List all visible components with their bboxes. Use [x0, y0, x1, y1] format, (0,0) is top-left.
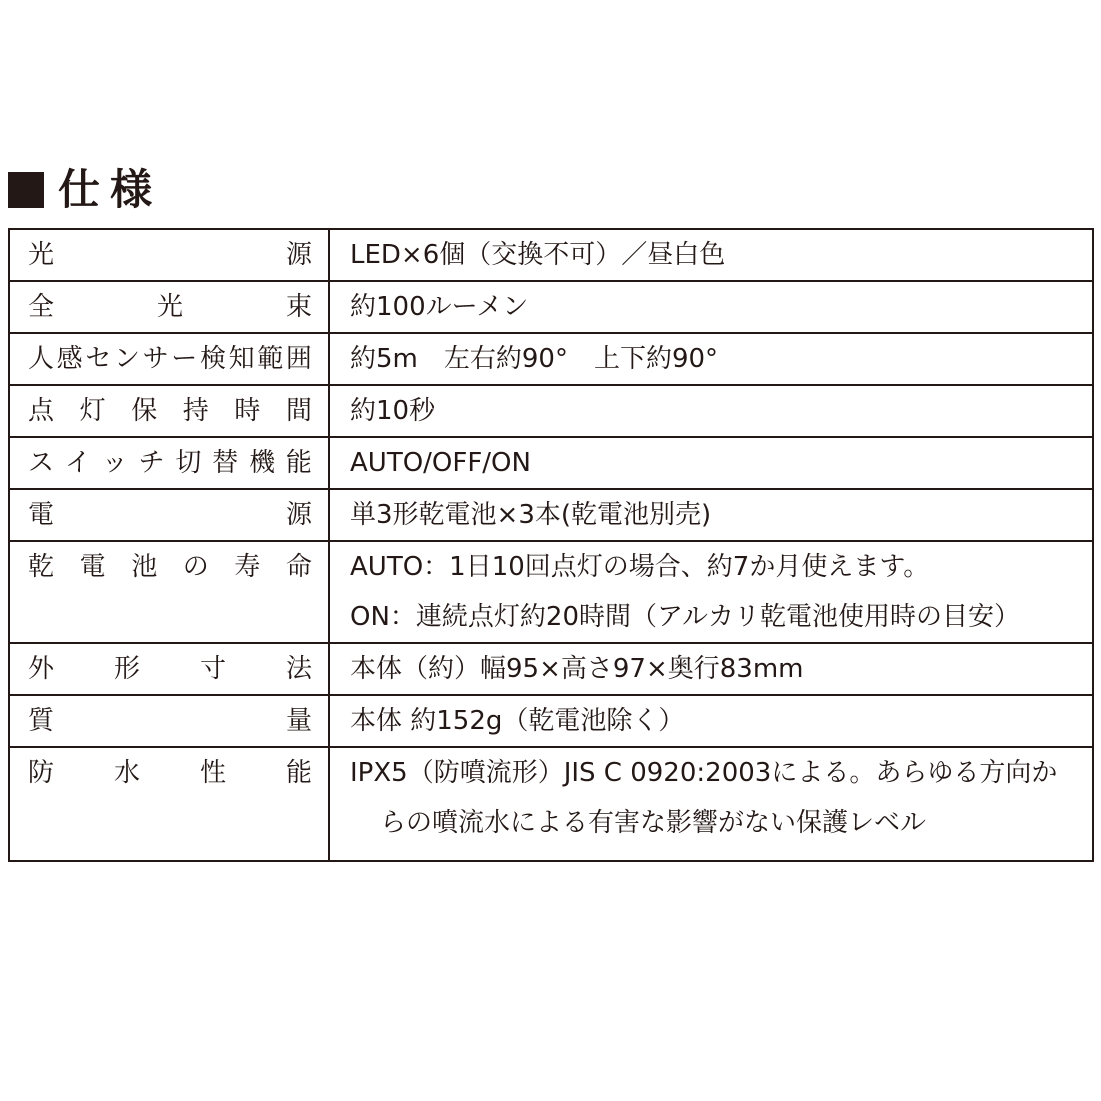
spec-value-line: 約5m 左右約90° 上下約90°: [350, 344, 719, 374]
spec-label-cell: [9, 437, 329, 489]
spec-label-char: 灯: [79, 396, 106, 426]
spec-row: [9, 489, 1093, 541]
spec-label-char: 感: [56, 344, 83, 374]
spec-label-char: 光: [28, 240, 55, 270]
spec-label-char: 法: [285, 654, 312, 684]
spec-label-char: 知: [228, 344, 255, 374]
spec-label-char: 形: [113, 654, 140, 684]
spec-label-char: 源: [285, 240, 312, 270]
spec-label-char: 替: [212, 448, 239, 478]
spec-label-char: 能: [285, 758, 312, 788]
spec-label-char: 命: [285, 552, 312, 582]
spec-label-char: 防: [28, 758, 55, 788]
spec-value-cell: [329, 385, 1093, 437]
spec-label-char: 量: [285, 706, 312, 736]
spec-value-cell: [329, 643, 1093, 695]
spec-row: [9, 541, 1093, 643]
spec-label-char: 電: [79, 552, 106, 582]
spec-value-cell: [329, 747, 1093, 861]
spec-value-cell: [329, 281, 1093, 333]
spec-label-char: 範: [257, 344, 284, 374]
section-heading: [8, 160, 162, 220]
spec-label-cell: [9, 333, 329, 385]
spec-value-line: 本体 約152g（乾電池除く）: [350, 706, 685, 736]
spec-label-cell: [9, 643, 329, 695]
spec-value-line: AUTO：1日10回点灯の場合、約7か月使えます。: [350, 552, 930, 582]
spec-label-char: 電: [28, 500, 55, 530]
spec-value-cell: [329, 437, 1093, 489]
spec-label: [10, 282, 328, 330]
spec-label-char: 外: [28, 654, 55, 684]
spec-label-char: 寿: [234, 552, 261, 582]
spec-row: [9, 281, 1093, 333]
spec-label-char: 持: [182, 396, 209, 426]
spec-value-line: 本体（約）幅95×高さ97×奥行83mm: [350, 654, 804, 684]
spec-value-line: LED×6個（交換不可）／昼白色: [350, 240, 726, 270]
spec-label-char: 乾: [28, 552, 55, 582]
spec-label-char: ン: [113, 344, 140, 374]
spec-label-char: 切: [175, 448, 202, 478]
spec-label-char: セ: [85, 344, 112, 374]
spec-label-char: 間: [285, 396, 312, 426]
spec-value-cell: [329, 541, 1093, 643]
spec-label-cell: [9, 541, 329, 643]
spec-label-cell: [9, 229, 329, 281]
spec-label: [10, 696, 328, 744]
spec-label-cell: [9, 747, 329, 861]
spec-label-char: 源: [285, 500, 312, 530]
spec-label-char: 能: [285, 448, 312, 478]
spec-label-cell: [9, 281, 329, 333]
spec-value-line: ON：連続点灯約20時間（アルカリ乾電池使用時の目安）: [350, 602, 1020, 632]
spec-value-cell: [329, 489, 1093, 541]
spec-label-char: 質: [28, 706, 55, 736]
spec-label-char: 検: [199, 344, 226, 374]
spec-label-char: 光: [156, 292, 183, 322]
spec-label-char: ス: [28, 448, 55, 478]
spec-label-cell: [9, 385, 329, 437]
spec-label-char: 機: [249, 448, 276, 478]
spec-label-char: 寸: [199, 654, 226, 684]
spec-label-char: ー: [171, 344, 198, 374]
spec-label: [10, 386, 328, 434]
spec-value-line: IPX5（防噴流形）JIS C 0920:2003による。あらゆる方向か: [350, 758, 1058, 788]
spec-table: [8, 228, 1094, 862]
spec-row: [9, 643, 1093, 695]
spec-value-line: 約100ルーメン: [350, 292, 529, 322]
spec-label: [10, 542, 328, 590]
spec-label-char: ッ: [101, 448, 128, 478]
spec-value-line: 単3形乾電池×3本(乾電池別売): [350, 500, 712, 530]
spec-label-cell: [9, 489, 329, 541]
spec-label-char: 性: [199, 758, 226, 788]
spec-label-char: 水: [113, 758, 140, 788]
spec-label-char: 全: [28, 292, 55, 322]
spec-label-char: 池: [131, 552, 158, 582]
spec-label-char: の: [182, 552, 209, 582]
spec-label-char: 保: [131, 396, 158, 426]
spec-value-cell: [329, 229, 1093, 281]
spec-label-char: 囲: [285, 344, 312, 374]
spec-label-char: 人: [28, 344, 55, 374]
spec-label-char: イ: [64, 448, 91, 478]
section-title: 仕様: [58, 165, 163, 214]
spec-label: [10, 748, 328, 796]
spec-row: [9, 437, 1093, 489]
spec-value-cell: [329, 695, 1093, 747]
spec-row: [9, 695, 1093, 747]
spec-label-char: 点: [28, 396, 55, 426]
spec-label-char: 束: [285, 292, 312, 322]
spec-value-line: AUTO/OFF/ON: [350, 448, 531, 478]
spec-label-char: 時: [234, 396, 261, 426]
spec-value-cell: [329, 333, 1093, 385]
spec-row: [9, 333, 1093, 385]
spec-value-line: らの噴流水による有害な影響がない保護レベル: [380, 808, 927, 838]
spec-label-char: サ: [142, 344, 169, 374]
square-bullet-icon: [8, 172, 44, 208]
spec-label-char: チ: [138, 448, 165, 478]
spec-label: [10, 644, 328, 692]
spec-label: [10, 490, 328, 538]
spec-label: [10, 438, 328, 486]
spec-row: [9, 229, 1093, 281]
spec-row: [9, 747, 1093, 861]
spec-value-line: 約10秒: [350, 396, 436, 426]
spec-label: [10, 230, 328, 278]
spec-label-cell: [9, 695, 329, 747]
spec-label: [10, 334, 328, 382]
spec-row: [9, 385, 1093, 437]
